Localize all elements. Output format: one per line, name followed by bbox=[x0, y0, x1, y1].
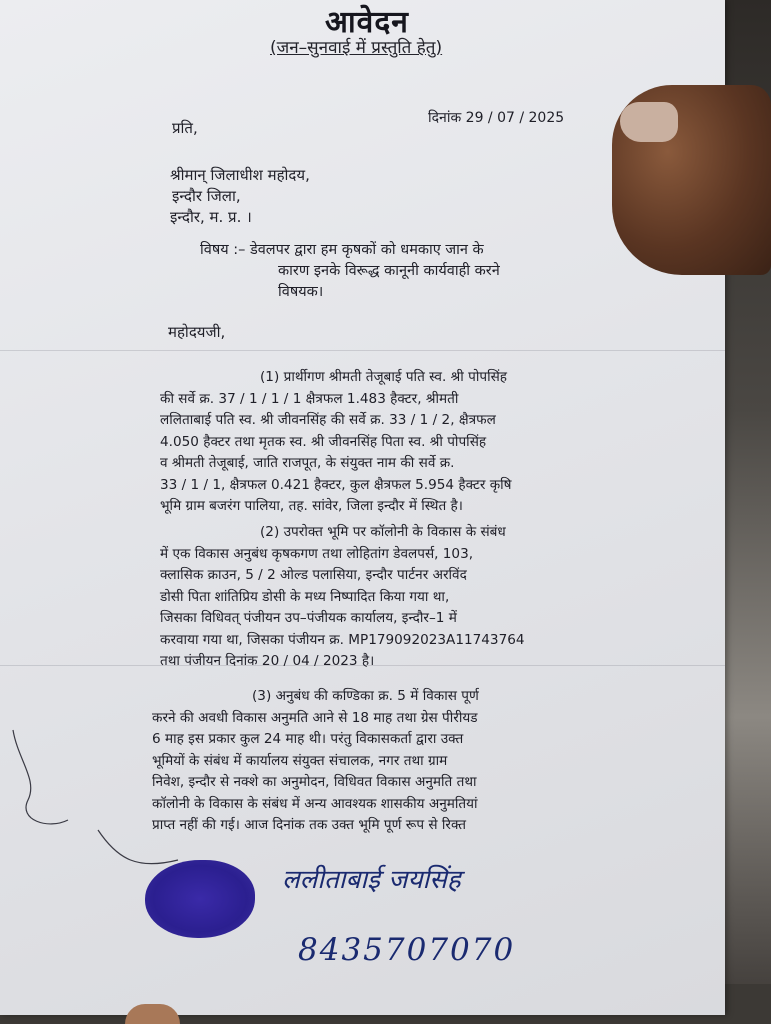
greeting: महोदयजी, bbox=[168, 323, 226, 341]
paragraph-line: 4.050 हैक्टर तथा मृतक स्व. श्री जीवनसिंह पिता स्व. श्री पोपसिंह bbox=[160, 433, 487, 450]
paragraph-line: 33 / 1 / 1, क्षैत्रफल 0.421 हैक्टर, कुल क्षैत्रफल 5.954 हैक्टर कृषि bbox=[160, 476, 512, 493]
thumb-nail bbox=[620, 102, 678, 142]
paragraph-line: निवेश, इन्दौर से नक्शे का अनुमोदन, विधिवत विकास अनुमति तथा bbox=[152, 774, 477, 790]
paragraph-line: डोसी पिता शांतिप्रिय डोसी के मध्य निष्पादित किया गया था, bbox=[160, 588, 450, 605]
paragraph-line: कॉलोनी के विकास के संबंध में अन्य आवश्यक शासकीय अनुमतियां bbox=[152, 795, 478, 812]
subject-block bbox=[200, 240, 560, 303]
addressee-line: इन्दौर जिला, bbox=[172, 187, 241, 205]
paragraph-line: भूमियों के संबंध में कार्यालय संयुक्त संचालक, नगर तथा ग्राम bbox=[152, 752, 448, 769]
subject-line: कारण इनके विरूद्ध कानूनी कार्यवाही करने bbox=[278, 263, 500, 279]
paragraph-line: करने की अवधी विकास अनुमति आने से 18 माह तथा ग्रेस पीरीयड bbox=[152, 709, 478, 726]
paragraph-line: व श्रीमती तेजूबाई, जाति राजपूत, के संयुक्त नाम की सर्वे क्र. bbox=[160, 455, 455, 471]
ink-stamp bbox=[145, 860, 255, 938]
paragraph-line: 6 माह इस प्रकार कुल 24 माह थी। परंतु विकासकर्ता द्वारा उक्त bbox=[152, 731, 464, 747]
paragraph-2 bbox=[160, 522, 570, 673]
paragraph-text: प्रार्थीगण श्रीमती तेजूबाई पति स्व. श्री पोपसिंह bbox=[283, 369, 507, 385]
paragraph-line bbox=[160, 522, 570, 544]
paragraph-number: (2) bbox=[260, 524, 280, 540]
handwritten-signature: ललीताबाई जयसिंह bbox=[282, 865, 461, 895]
paragraph-text: उपरोक्त भूमि पर कॉलोनी के विकास के संबंध bbox=[283, 524, 506, 540]
paragraph-line: तथा पंजीयन दिनांक 20 / 04 / 2023 है। bbox=[160, 653, 375, 669]
pen-scribble bbox=[8, 720, 188, 880]
document-subtitle: (जन–सुनवाई में प्रस्तुति हेतु) bbox=[270, 38, 443, 58]
paragraph-line: क्लासिक क्राउन, 5 / 2 ओल्ड पलासिया, इन्दौर पार्टनर अरविंद bbox=[160, 567, 467, 583]
paragraph-line: भूमि ग्राम बजरंग पालिया, तह. सांवेर, जिला इन्दौर में स्थित है। bbox=[160, 498, 463, 514]
paragraph-line: ललिताबाई पति स्व. श्री जीवनसिंह की सर्वे क्र. 33 / 1 / 2, क्षैत्रफल bbox=[160, 412, 496, 428]
paragraph-line: की सर्वे क्र. 37 / 1 / 1 / 1 क्षैत्रफल 1.483 हैक्टर, श्रीमती bbox=[160, 390, 459, 407]
addressee-line: इन्दौर, म. प्र. । bbox=[170, 208, 252, 226]
paragraph-line bbox=[152, 686, 572, 708]
paragraph-line: प्राप्त नहीं की गई। आज दिनांक तक उक्त भूमि पूर्ण रूप से रिक्त bbox=[152, 817, 467, 833]
subject-line: विषयक। bbox=[278, 284, 324, 300]
document-title: आवेदन bbox=[325, 5, 409, 40]
paper-fold bbox=[0, 350, 725, 351]
paragraph-line: करवाया गया था, जिसका पंजीयन क्र. MP179092023A11743764 bbox=[160, 631, 525, 648]
paragraph-1 bbox=[160, 367, 570, 518]
holding-finger bbox=[125, 1004, 180, 1024]
paragraph-line bbox=[160, 367, 570, 389]
paragraph-number: (1) bbox=[260, 369, 280, 385]
salutation-to: प्रति, bbox=[172, 119, 198, 137]
paragraph-3 bbox=[152, 686, 572, 837]
subject-line: विषय :– डेवलपर द्वारा हम कृषकों को धमकाए जान के bbox=[200, 242, 484, 258]
paragraph-line: में एक विकास अनुबंध कृषकगण तथा लोहितांग डेवलपर्स, 103, bbox=[160, 545, 474, 562]
paragraph-number: (3) bbox=[252, 688, 272, 704]
paragraph-text: अनुबंध की कण्डिका क्र. 5 में विकास पूर्ण bbox=[275, 688, 479, 704]
paragraph-line: जिसका विधिवत् पंजीयन उप–पंजीयक कार्यालय, इन्दौर–1 में bbox=[160, 610, 457, 626]
document-date: दिनांक 29 / 07 / 2025 bbox=[428, 110, 565, 126]
handwritten-phone-number: 8435707070 bbox=[298, 932, 516, 968]
addressee-block bbox=[170, 165, 310, 228]
addressee-line: श्रीमान् जिलाधीश महोदय, bbox=[170, 166, 310, 184]
